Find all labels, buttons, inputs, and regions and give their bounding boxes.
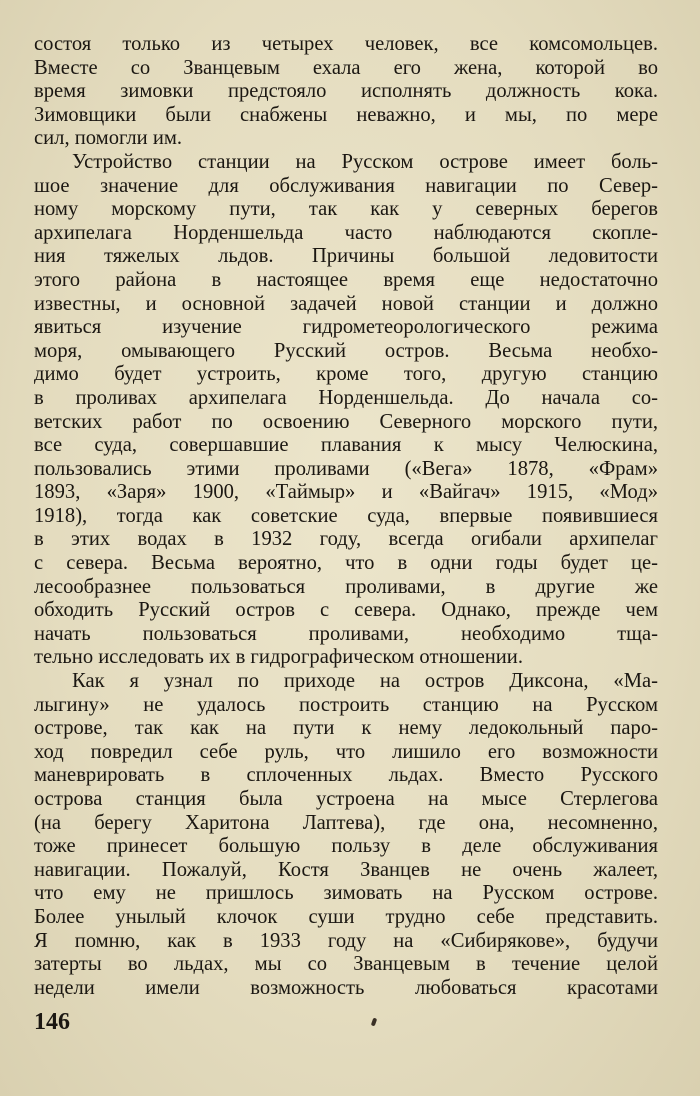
text-line: 1893, «Заря» 1900, «Таймыр» и «Вайгач» 1915, «Мод» (34, 481, 658, 504)
body-text (34, 33, 658, 1000)
text-line: тельно исследовать их в гидрографическом отношении. (34, 646, 523, 669)
text-line: лесообразнее пользоваться проливами, в другие же (34, 575, 658, 598)
text-line: время зимовки предстояло исполнять должность кока. (34, 80, 658, 103)
paragraph-first-line: Устройство станции на Русском острове имеет боль- (72, 150, 658, 173)
text-line: Более унылый клочок суши трудно себе представить. (34, 905, 658, 928)
text-line: Зимовщики были снабжены неважно, и мы, по мере (34, 103, 658, 126)
text-line: навигации. Пожалуй, Костя Званцев не очень жалеет, (34, 858, 658, 881)
text-line: маневрировать в сплоченных льдах. Вместо Русского (34, 764, 658, 787)
text-line: в этих водах в 1932 году, всегда огибали архипелаг (34, 528, 658, 551)
ink-speck (371, 1018, 377, 1027)
text-line: ветских работ по освоению Северного морского пути, (34, 410, 658, 433)
text-line: этого района в настоящее время еще недостаточно (34, 268, 658, 291)
text-line: Я помню, как в 1933 году на «Сибирякове», будучи (34, 929, 658, 952)
text-line: тоже принесет большую пользу в деле обслуживания (34, 835, 658, 858)
text-line: (на берегу Харитона Лаптева), где она, несомненно, (34, 811, 658, 834)
text-line: все суда, совершавшие плавания к мысу Челюскина, (34, 434, 658, 457)
text-line: моря, омывающего Русский остров. Весьма необхо- (34, 339, 658, 362)
text-line: ход повредил себе руль, что лишило его возможности (34, 740, 658, 763)
text-line: ному морскому пути, так как у северных берегов (34, 198, 658, 221)
text-line: известны, и основной задачей новой станции и должно (34, 292, 658, 315)
text-line: лыгину» не удалось построить станцию на Русском (34, 693, 658, 716)
text-line: шое значение для обслуживания навигации по Север- (34, 174, 658, 197)
text-line: 1918), тогда как советские суда, впервые появившиеся (34, 504, 658, 527)
text-line: обходить Русский остров с севера. Однако, прежде чем (34, 599, 658, 622)
text-line: архипелага Норденшельда часто наблюдаются скопле- (34, 221, 658, 244)
text-line: что ему не пришлось зимовать на Русском острове. (34, 882, 658, 905)
paragraph-first-line: Как я узнал по приходе на остров Диксона, «Ма- (72, 670, 658, 693)
text-line: с севера. Весьма вероятно, что в одни годы будет це- (34, 552, 658, 575)
text-line: пользовались этими проливами («Вега» 1878, «Фрам» (34, 457, 658, 480)
text-line: явиться изучение гидрометеорологического режима (34, 316, 658, 339)
text-line: димо будет устроить, кроме того, другую станцию (34, 363, 658, 386)
text-line: начать пользоваться проливами, необходимо тща- (34, 622, 658, 645)
text-line: в проливах архипелага Норденшельда. До начала со- (34, 386, 658, 409)
text-line: ния тяжелых льдов. Причины большой ледовитости (34, 245, 658, 268)
text-line: острове, так как на пути к нему ледокольный паро- (34, 717, 658, 740)
text-line: состоя только из четырех человек, все комсомольцев. (34, 33, 658, 55)
text-line: затерты во льдах, мы со Званцевым в течение целой (34, 953, 658, 976)
text-line: сил, помогли им. (34, 127, 183, 150)
page-number: 146 (34, 1009, 70, 1035)
text-line: острова станция была устроена на мысе Стерлегова (34, 788, 658, 810)
text-line: Вместе со Званцевым ехала его жена, которой во (34, 56, 658, 79)
text-line: недели имели возможность любоваться красотами (34, 976, 658, 999)
